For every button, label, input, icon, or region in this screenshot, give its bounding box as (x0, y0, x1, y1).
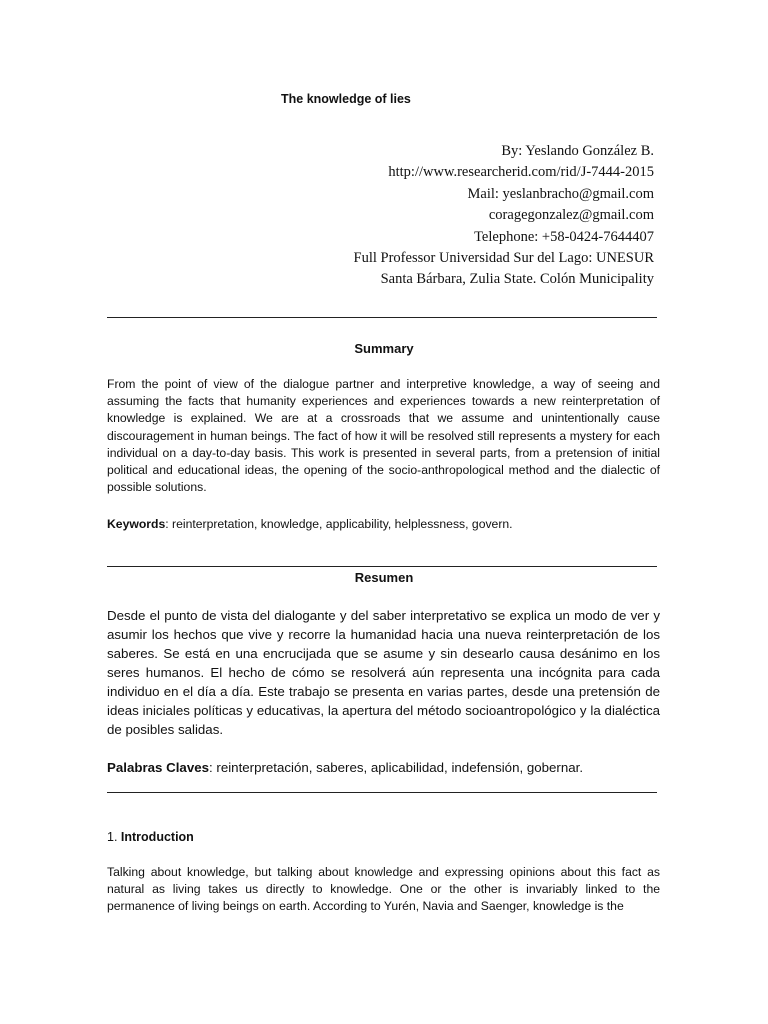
author-email[interactable]: Mail: yeslanbracho@gmail.com (467, 185, 654, 202)
section-number: 1. (107, 830, 121, 844)
palabras-claves-label: Palabras Claves (107, 760, 210, 775)
author-affiliation: Full Professor Universidad Sur del Lago: UNESUR (353, 250, 654, 267)
introduction-body: Talking about knowledge, but talking about knowledge and expressing opinions about this fact as natural as living takes us directly to knowledge. One or the other is invariably linked to the permanence of living beings on earth. According to Yurén, Navia and Saenger, knowledge is the (107, 865, 660, 914)
summary-body: From the point of view of the dialogue partner and interpretive knowledge, a way of seeing and assuming the facts that humanity experiences and experiences towards a new reinterpretation of knowledge is explained. We are at a crossroads that we assume and unintentionally cause discouragement in human beings. The fact of how it will be resolved still represents a mystery for each individual on a day-to-day basis. This work is presented in several parts, from a pretension of initial political and educational ideas, the opening of the socio-anthropological method and the dialectic of possible solutions. (107, 377, 660, 495)
divider (107, 317, 657, 318)
keywords-list: : reinterpretation, knowledge, applicability, helplessness, govern. (165, 517, 513, 531)
summary-keywords (107, 516, 660, 533)
document-title: The knowledge of lies (281, 92, 411, 106)
author-location: Santa Bárbara, Zulia State. Colón Municipality (380, 271, 654, 288)
resumen-heading: Resumen (354, 570, 414, 585)
keywords-label: Keywords (107, 517, 166, 531)
researcher-id-link[interactable]: http://www.researcherid.com/rid/J-7444-2015 (388, 164, 654, 181)
section-title: Introduction (120, 830, 194, 844)
divider (107, 792, 657, 793)
summary-heading: Summary (354, 341, 414, 356)
resumen-keywords (107, 758, 660, 777)
author-name: By: Yeslando González B. (501, 143, 654, 159)
palabras-claves-list: : reinterpretación, saberes, aplicabilidad, indefensión, gobernar. (209, 760, 584, 775)
divider (107, 566, 657, 567)
author-email-alt[interactable]: coragegonzalez@gmail.com (488, 207, 654, 224)
author-telephone: Telephone: +58-0424-7644407 (474, 228, 654, 245)
introduction-heading (107, 830, 194, 844)
author-block (354, 141, 654, 291)
resumen-body: Desde el punto de vista del dialogante y del saber interpretativo se explica un modo de ver y asumir los hechos que vive y recorre la humanidad hacia una nueva reinterpretación de los saberes. Se está en una encrucijada que se asume y sin desearlo causa desánimo en los seres humanos. El hecho de cómo se resolverá aún representa una incógnita para cada individuo en el día a día. Este trabajo se presenta en varias partes, desde una pretensión de ideas iniciales políticas y educativas, la apertura del método socioantropológico y la dialéctica de posibles salidas. (107, 608, 660, 737)
